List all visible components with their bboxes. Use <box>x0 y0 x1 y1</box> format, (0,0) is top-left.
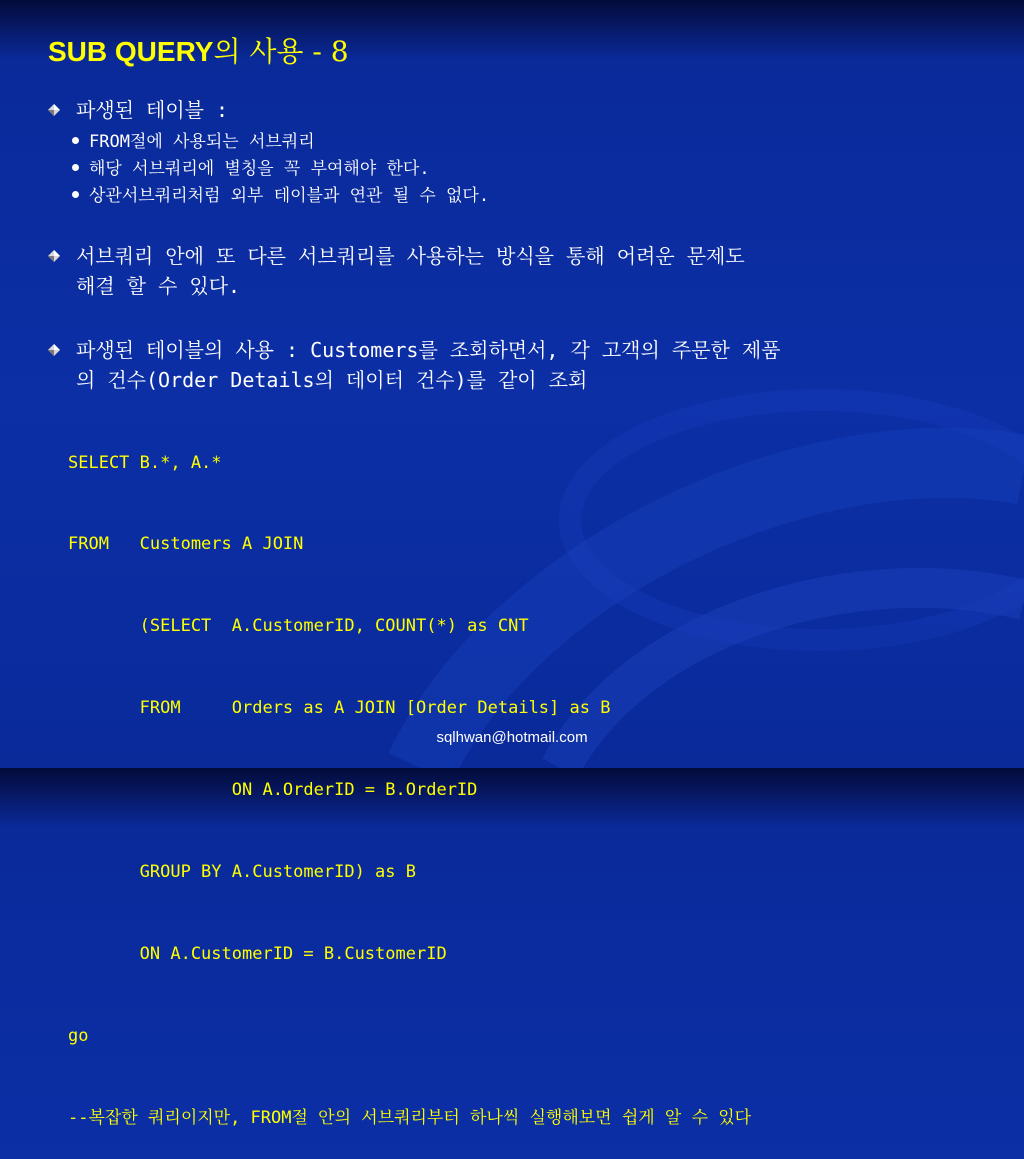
diamond-bullet-icon <box>48 250 60 262</box>
slide-title-en: SUB QUERY <box>48 36 214 67</box>
code-line: ON A.CustomerID = B.CustomerID <box>68 943 447 964</box>
sub-item: 해당 서브쿼리에 별칭을 꼭 부여해야 한다. <box>72 156 430 183</box>
bullet-text: 파생된 테이블의 사용 : Customers를 조회하면서, 각 고객의 주문한 제품 <box>76 338 781 362</box>
dot-bullet-icon <box>72 191 79 198</box>
sql-code-block <box>68 395 751 1159</box>
code-line: SELECT B.*, A.* <box>68 452 222 473</box>
bullet-text: 파생된 테이블 : <box>76 98 229 122</box>
code-line: (SELECT A.CustomerID, COUNT(*) as CNT <box>68 616 529 637</box>
code-comment: --복잡한 쿼리이지만, FROM절 안의 서브쿼리부터 하나씩 실행해보면 쉽게 알 수 있다 <box>68 1107 752 1128</box>
code-line: ON A.OrderID = B.OrderID <box>68 780 478 801</box>
footer-email: sqlhwan@hotmail.com <box>436 729 588 746</box>
sub-item: FROM절에 사용되는 서브쿼리 <box>72 129 315 156</box>
bullet-nested-subquery <box>48 241 745 301</box>
code-line: GROUP BY A.CustomerID) as B <box>68 862 416 883</box>
bullet-derived-table <box>48 95 228 125</box>
diamond-bullet-icon <box>48 344 60 356</box>
code-line: FROM Orders as A JOIN [Order Details] as B <box>68 698 611 719</box>
bullet-derived-table-usage <box>48 335 781 395</box>
slide-title <box>48 30 349 70</box>
code-line: FROM Customers A JOIN <box>68 534 304 555</box>
dot-bullet-icon <box>72 137 79 144</box>
slide-title-ko: 의 사용 - 8 <box>213 35 349 68</box>
sub-item: 상관서브쿼리처럼 외부 테이블과 연관 될 수 없다. <box>72 183 489 210</box>
diamond-bullet-icon <box>48 104 60 116</box>
bullet-text: 의 건수(Order Details의 데이터 건수)를 같이 조회 <box>76 368 588 392</box>
code-line: go <box>68 1025 89 1046</box>
bullet-text: 서브쿼리 안에 또 다른 서브쿼리를 사용하는 방식을 통해 어려운 문제도 <box>76 244 745 268</box>
dot-bullet-icon <box>72 164 79 171</box>
bullet-text: 해결 할 수 있다. <box>76 274 241 298</box>
